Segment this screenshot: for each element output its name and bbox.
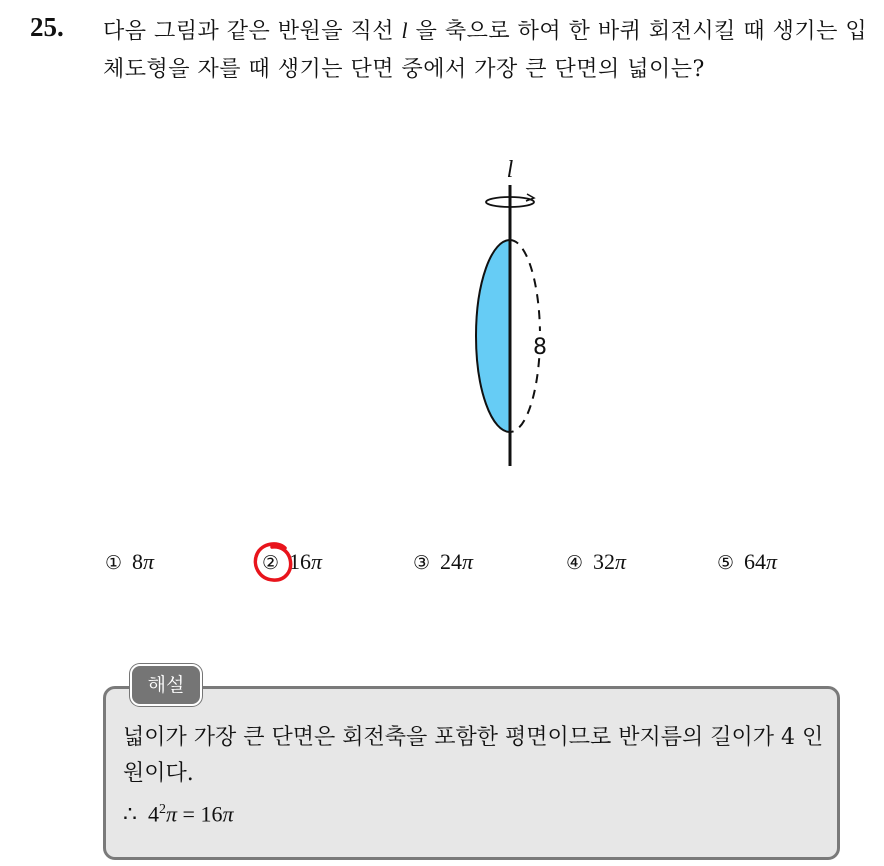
choice-5-mark: ⑤ <box>717 552 735 574</box>
choice-3-number: 24 <box>440 549 463 574</box>
semicircle-figure <box>380 155 580 475</box>
axis-label: l <box>506 157 514 183</box>
question-number: 25. <box>30 12 64 42</box>
formula-equals: = <box>182 801 195 827</box>
choice-5-number: 64 <box>744 549 767 574</box>
choice-3-pi: π <box>462 549 474 574</box>
solution-line-1: 넓이가 가장 큰 단면은 회전축을 포함한 평면이므로 반지름의 길이가 4 인 원이다. <box>123 725 824 786</box>
question-text-part1: 다음 그림과 같은 반원을 직선 <box>103 19 402 44</box>
formula-result-pi: π <box>222 801 234 827</box>
formula-base: 4 <box>148 801 159 827</box>
question-text-part2: 을 축으로 하여 한 바퀴 회전시킬 때 생기는 입체도형을 자를 때 생기는 단면 중에서 가장 큰 단면의 넓이는? <box>103 19 868 82</box>
choice-1[interactable] <box>105 549 154 575</box>
choice-1-pi: π <box>143 549 155 574</box>
choice-2-number: 16 <box>289 549 312 574</box>
answer-circle-mark <box>252 540 296 584</box>
answer-choices <box>105 549 865 589</box>
semicircle-diagram <box>380 155 580 475</box>
solution-text <box>123 720 843 832</box>
choice-3-mark: ③ <box>413 552 431 574</box>
formula-result-number: 16 <box>200 801 223 827</box>
choice-5-pi: π <box>766 549 778 574</box>
axis-variable: l <box>401 18 409 43</box>
choice-1-mark: ① <box>105 552 123 574</box>
choice-3[interactable] <box>413 549 473 575</box>
formula-pi: π <box>166 801 178 827</box>
length-label: 8 <box>533 335 547 360</box>
therefore-symbol: ∴ <box>123 801 137 827</box>
choice-2-pi: π <box>311 549 323 574</box>
solution-formula <box>123 792 843 832</box>
formula-exponent: 2 <box>159 802 166 817</box>
choice-4[interactable] <box>566 549 626 575</box>
choice-4-mark: ④ <box>566 552 584 574</box>
solution-tag: 해설 <box>130 664 202 706</box>
semicircle-shape <box>476 240 510 432</box>
question-text <box>103 12 873 89</box>
choice-5[interactable] <box>717 549 777 575</box>
choice-2-mark: ② <box>262 552 280 574</box>
choice-4-number: 32 <box>593 549 616 574</box>
choice-4-pi: π <box>615 549 627 574</box>
choice-1-number: 8 <box>132 549 144 574</box>
